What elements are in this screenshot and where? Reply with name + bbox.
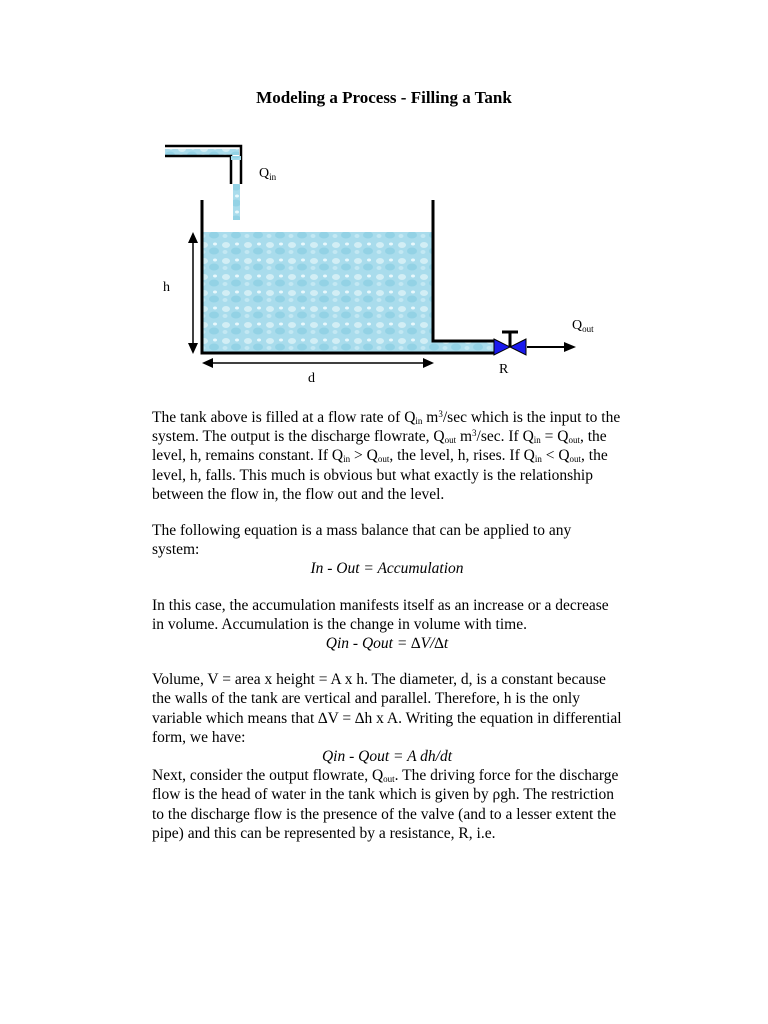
paragraph-2: The following equation is a mass balance that can be applied to any system: <box>152 522 572 559</box>
equation-mass-balance: In - Out = Accumulation <box>310 560 464 578</box>
inlet-stream <box>231 156 241 160</box>
paragraph-3: In this case, the accumulation manifests itself as an increase or a decrease in volume. Accumulation is the change in volume with time. <box>152 596 609 633</box>
d-arrow-left <box>202 358 213 368</box>
r-label: R <box>499 362 509 377</box>
q-in-label: $Q_{in}$ <box>259 166 277 182</box>
outlet-pipe-water <box>432 341 494 353</box>
paragraph-5: Next, consider the output flowrate, $Q_{out}$. The driving force for the discharge flow is the head of water in the tank which is given by ρgh. The restriction to the discharge flow is the presence of the valve (and to a lesser extent the pipe) and this can be represented by a resistance, R, i.e. <box>152 767 619 842</box>
outflow-arrow-head <box>564 342 576 352</box>
tank-water <box>203 232 432 353</box>
d-label: d <box>308 371 315 386</box>
equation-differential: Qin - Qout = A dh/dt <box>321 748 453 766</box>
valve-body-right <box>510 339 526 355</box>
inlet-pipe-water <box>165 149 239 155</box>
d-arrow-right <box>423 358 434 368</box>
h-label: h <box>163 280 170 295</box>
h-arrow-bottom <box>188 343 198 354</box>
inlet-stream <box>233 184 240 220</box>
document-body <box>152 408 622 843</box>
h-arrow-top <box>188 232 198 243</box>
paragraph-4: Volume, V = area x height = A x h. The diameter, d, is a constant because the walls of the tank are vertical and parallel. Therefore, h is the only variable which means that ∆V = ∆h x A. Writing the equation in differential form, we have: <box>152 671 622 746</box>
equation-volume-rate: Qin - Qout = ∆V/∆t <box>325 635 449 653</box>
paragraph-1: The tank above is filled at a flow rate of $Q_{in}$ $m^3/\sec$ which is the input to the system. The output is the discharge flowrate, $Q_{out}$ $m^3/\sec$. If $Q_{in} = Q_{out}$, the level, h, remains constant. If $Q_{in} > Q_{out}$, the level, h, rises. If $Q_{in} < Q_{out}$, the level, h, falls. This much is obvious but what exactly is the relationship between the flow in, the flow out and the level. <box>152 409 621 503</box>
q-out-label: $Q_{out}$ <box>572 318 594 334</box>
page-title: Modeling a Process - Filling a Tank <box>256 88 512 107</box>
tank-diagram <box>0 0 768 400</box>
valve-body-left <box>494 339 510 355</box>
